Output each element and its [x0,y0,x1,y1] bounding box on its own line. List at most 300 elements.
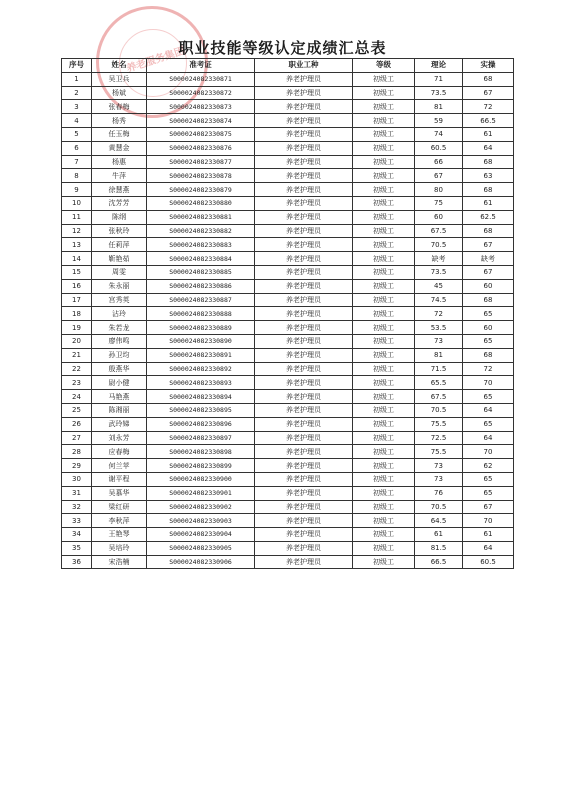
cell-occupation: 养老护理员 [255,196,353,210]
cell-ticket-number: S000024082330875 [147,127,255,141]
cell-index: 36 [62,555,92,569]
cell-level: 初级工 [353,541,415,555]
header-ticket-number: 准考证 [147,59,255,73]
cell-ticket-number: S000024082330903 [147,514,255,528]
cell-level: 初级工 [353,348,415,362]
cell-theory: 64.5 [415,514,463,528]
cell-name: 尉小健 [92,376,147,390]
cell-occupation: 养老护理员 [255,459,353,473]
table-row [62,114,514,128]
table-row [62,431,514,445]
table-row [62,348,514,362]
cell-occupation: 养老护理员 [255,210,353,224]
table-row [62,279,514,293]
cell-name: 任玉梅 [92,127,147,141]
cell-index: 18 [62,307,92,321]
cell-ticket-number: S000024082330887 [147,293,255,307]
cell-index: 19 [62,321,92,335]
cell-ticket-number: S000024082330898 [147,445,255,459]
cell-theory: 67 [415,169,463,183]
cell-occupation: 养老护理员 [255,403,353,417]
cell-level: 初级工 [353,445,415,459]
cell-practical: 70 [463,514,514,528]
table-row [62,210,514,224]
cell-name: 王艳琴 [92,528,147,542]
cell-practical: 65 [463,417,514,431]
cell-occupation: 养老护理员 [255,528,353,542]
cell-name: 杨惠 [92,155,147,169]
cell-practical: 64 [463,431,514,445]
cell-name: 马艳燕 [92,390,147,404]
cell-name: 牛萍 [92,169,147,183]
header-level: 等级 [353,59,415,73]
cell-ticket-number: S000024082330900 [147,472,255,486]
cell-ticket-number: S000024082330881 [147,210,255,224]
cell-occupation: 养老护理员 [255,362,353,376]
table-row [62,127,514,141]
cell-practical: 61 [463,528,514,542]
cell-ticket-number: S000024082330886 [147,279,255,293]
cell-practical: 67 [463,86,514,100]
cell-occupation: 养老护理员 [255,445,353,459]
cell-theory: 70.5 [415,238,463,252]
cell-level: 初级工 [353,238,415,252]
cell-level: 初级工 [353,196,415,210]
table-row [62,155,514,169]
cell-theory: 72.5 [415,431,463,445]
cell-level: 初级工 [353,183,415,197]
cell-practical: 67 [463,500,514,514]
cell-theory: 73 [415,459,463,473]
cell-level: 初级工 [353,72,415,86]
cell-name: 周雯 [92,265,147,279]
cell-name: 张春梅 [92,100,147,114]
cell-name: 孙卫均 [92,348,147,362]
cell-practical: 61 [463,127,514,141]
cell-ticket-number: S000024082330885 [147,265,255,279]
cell-theory: 71 [415,72,463,86]
cell-theory: 72 [415,307,463,321]
cell-level: 初级工 [353,362,415,376]
cell-level: 初级工 [353,528,415,542]
table-row [62,390,514,404]
cell-name: 梁红研 [92,500,147,514]
cell-ticket-number: S000024082330904 [147,528,255,542]
cell-practical: 72 [463,100,514,114]
cell-level: 初级工 [353,169,415,183]
table-row [62,445,514,459]
cell-occupation: 养老护理员 [255,169,353,183]
cell-index: 33 [62,514,92,528]
cell-ticket-number: S000024082330893 [147,376,255,390]
cell-index: 28 [62,445,92,459]
cell-practical: 65 [463,390,514,404]
cell-occupation: 养老护理员 [255,321,353,335]
cell-index: 5 [62,127,92,141]
cell-ticket-number: S000024082330882 [147,224,255,238]
table-row [62,541,514,555]
cell-ticket-number: S000024082330877 [147,155,255,169]
cell-name: 杨秀 [92,114,147,128]
cell-index: 27 [62,431,92,445]
header-name: 姓名 [92,59,147,73]
cell-level: 初级工 [353,210,415,224]
cell-occupation: 养老护理员 [255,72,353,86]
cell-occupation: 养老护理员 [255,472,353,486]
cell-ticket-number: S000024082330884 [147,252,255,266]
cell-index: 23 [62,376,92,390]
cell-ticket-number: S000024082330906 [147,555,255,569]
cell-occupation: 养老护理员 [255,238,353,252]
cell-level: 初级工 [353,486,415,500]
cell-level: 初级工 [353,376,415,390]
cell-practical: 65 [463,472,514,486]
cell-occupation: 养老护理员 [255,141,353,155]
cell-practical: 缺考 [463,252,514,266]
cell-occupation: 养老护理员 [255,541,353,555]
cell-theory: 61 [415,528,463,542]
table-row [62,169,514,183]
cell-ticket-number: S000024082330876 [147,141,255,155]
cell-occupation: 养老护理员 [255,252,353,266]
cell-practical: 68 [463,348,514,362]
cell-theory: 67.5 [415,224,463,238]
cell-ticket-number: S000024082330896 [147,417,255,431]
cell-practical: 66.5 [463,114,514,128]
cell-practical: 64 [463,141,514,155]
cell-name: 殷燕华 [92,362,147,376]
table-row [62,72,514,86]
cell-index: 29 [62,459,92,473]
cell-index: 31 [62,486,92,500]
seal-text: 养老服务集团 [125,45,186,75]
table-row [62,141,514,155]
cell-index: 22 [62,362,92,376]
cell-practical: 64 [463,403,514,417]
cell-index: 1 [62,72,92,86]
cell-theory: 80 [415,183,463,197]
cell-occupation: 养老护理员 [255,334,353,348]
cell-occupation: 养老护理员 [255,390,353,404]
cell-ticket-number: S000024082330890 [147,334,255,348]
cell-level: 初级工 [353,417,415,431]
cell-name: 朱若龙 [92,321,147,335]
cell-practical: 68 [463,293,514,307]
cell-theory: 73.5 [415,265,463,279]
cell-theory: 73 [415,334,463,348]
table-row [62,514,514,528]
score-table [61,58,514,569]
cell-theory: 74 [415,127,463,141]
cell-level: 初级工 [353,86,415,100]
table-row [62,265,514,279]
table-row [62,555,514,569]
cell-name: 陈湘丽 [92,403,147,417]
cell-level: 初级工 [353,114,415,128]
table-body [62,72,514,569]
cell-index: 14 [62,252,92,266]
cell-ticket-number: S000024082330879 [147,183,255,197]
cell-theory: 81 [415,100,463,114]
cell-ticket-number: S000024082330883 [147,238,255,252]
cell-occupation: 养老护理员 [255,86,353,100]
cell-occupation: 养老护理员 [255,486,353,500]
cell-occupation: 养老护理员 [255,279,353,293]
cell-ticket-number: S000024082330891 [147,348,255,362]
cell-theory: 53.5 [415,321,463,335]
cell-practical: 68 [463,183,514,197]
cell-index: 32 [62,500,92,514]
table-row [62,183,514,197]
cell-level: 初级工 [353,403,415,417]
cell-practical: 67 [463,265,514,279]
cell-ticket-number: S000024082330872 [147,86,255,100]
cell-occupation: 养老护理员 [255,293,353,307]
header-practical: 实操 [463,59,514,73]
cell-ticket-number: S000024082330880 [147,196,255,210]
cell-index: 6 [62,141,92,155]
cell-practical: 65 [463,334,514,348]
header-occupation: 职业工种 [255,59,353,73]
cell-practical: 70 [463,445,514,459]
cell-index: 30 [62,472,92,486]
cell-theory: 81.5 [415,541,463,555]
cell-name: 沈芳芳 [92,196,147,210]
cell-occupation: 养老护理员 [255,307,353,321]
table-row [62,293,514,307]
cell-ticket-number: S000024082330895 [147,403,255,417]
cell-name: 张秋玲 [92,224,147,238]
cell-level: 初级工 [353,334,415,348]
header-theory: 理论 [415,59,463,73]
cell-index: 4 [62,114,92,128]
cell-practical: 68 [463,155,514,169]
cell-level: 初级工 [353,321,415,335]
cell-name: 刘永芳 [92,431,147,445]
cell-index: 16 [62,279,92,293]
cell-level: 初级工 [353,293,415,307]
cell-ticket-number: S000024082330899 [147,459,255,473]
cell-level: 初级工 [353,431,415,445]
cell-name: 靳艳茹 [92,252,147,266]
cell-theory: 73.5 [415,86,463,100]
cell-name: 谢平程 [92,472,147,486]
cell-practical: 63 [463,169,514,183]
cell-occupation: 养老护理员 [255,127,353,141]
cell-level: 初级工 [353,390,415,404]
cell-ticket-number: S000024082330871 [147,72,255,86]
cell-theory: 60 [415,210,463,224]
cell-ticket-number: S000024082330894 [147,390,255,404]
table-row [62,334,514,348]
cell-occupation: 养老护理员 [255,265,353,279]
cell-index: 34 [62,528,92,542]
cell-practical: 62 [463,459,514,473]
cell-theory: 75.5 [415,445,463,459]
cell-theory: 60.5 [415,141,463,155]
cell-level: 初级工 [353,127,415,141]
table-row [62,238,514,252]
cell-index: 15 [62,265,92,279]
table-row [62,362,514,376]
cell-practical: 65 [463,307,514,321]
table-row [62,459,514,473]
cell-name: 吴卫兵 [92,72,147,86]
cell-practical: 67 [463,238,514,252]
cell-theory: 71.5 [415,362,463,376]
cell-theory: 缺考 [415,252,463,266]
cell-theory: 65.5 [415,376,463,390]
cell-name: 吴培玲 [92,541,147,555]
cell-practical: 60 [463,279,514,293]
cell-level: 初级工 [353,555,415,569]
cell-name: 何兰苹 [92,459,147,473]
cell-name: 沾玲 [92,307,147,321]
cell-level: 初级工 [353,500,415,514]
cell-level: 初级工 [353,472,415,486]
cell-practical: 60.5 [463,555,514,569]
cell-practical: 65 [463,486,514,500]
cell-index: 8 [62,169,92,183]
cell-index: 26 [62,417,92,431]
cell-ticket-number: S000024082330897 [147,431,255,445]
table-row [62,417,514,431]
table-row [62,528,514,542]
cell-ticket-number: S000024082330874 [147,114,255,128]
cell-name: 李秋萍 [92,514,147,528]
cell-index: 3 [62,100,92,114]
cell-ticket-number: S000024082330901 [147,486,255,500]
table-row [62,307,514,321]
cell-ticket-number: S000024082330902 [147,500,255,514]
cell-index: 9 [62,183,92,197]
cell-occupation: 养老护理员 [255,514,353,528]
table-row [62,252,514,266]
cell-occupation: 养老护理员 [255,555,353,569]
cell-theory: 75.5 [415,417,463,431]
cell-index: 13 [62,238,92,252]
table-row [62,196,514,210]
table-row [62,100,514,114]
cell-theory: 75 [415,196,463,210]
cell-level: 初级工 [353,224,415,238]
cell-name: 黄慧金 [92,141,147,155]
cell-theory: 74.5 [415,293,463,307]
cell-name: 杨斌 [92,86,147,100]
cell-name: 廖伟鸣 [92,334,147,348]
page-title: 职业技能等级认定成绩汇总表 [178,39,387,57]
cell-name: 任莉萍 [92,238,147,252]
cell-index: 2 [62,86,92,100]
cell-occupation: 养老护理员 [255,348,353,362]
cell-level: 初级工 [353,279,415,293]
cell-name: 武玲娣 [92,417,147,431]
cell-theory: 73 [415,472,463,486]
cell-ticket-number: S000024082330888 [147,307,255,321]
cell-index: 24 [62,390,92,404]
table-header-row [62,59,514,73]
cell-practical: 62.5 [463,210,514,224]
cell-practical: 60 [463,321,514,335]
cell-theory: 67.5 [415,390,463,404]
table-row [62,486,514,500]
table-row [62,403,514,417]
cell-theory: 81 [415,348,463,362]
table-row [62,472,514,486]
cell-name: 宫秀英 [92,293,147,307]
cell-name: 陈纲 [92,210,147,224]
table-row [62,500,514,514]
cell-level: 初级工 [353,307,415,321]
cell-occupation: 养老护理员 [255,100,353,114]
table-row [62,321,514,335]
cell-level: 初级工 [353,141,415,155]
cell-occupation: 养老护理员 [255,155,353,169]
cell-practical: 64 [463,541,514,555]
cell-ticket-number: S000024082330889 [147,321,255,335]
cell-practical: 68 [463,72,514,86]
cell-index: 35 [62,541,92,555]
cell-name: 应春梅 [92,445,147,459]
table-row [62,86,514,100]
cell-occupation: 养老护理员 [255,417,353,431]
cell-occupation: 养老护理员 [255,500,353,514]
cell-practical: 61 [463,196,514,210]
cell-level: 初级工 [353,459,415,473]
cell-name: 宋浩楠 [92,555,147,569]
table-row [62,376,514,390]
cell-index: 20 [62,334,92,348]
cell-level: 初级工 [353,514,415,528]
cell-index: 25 [62,403,92,417]
cell-level: 初级工 [353,155,415,169]
cell-occupation: 养老护理员 [255,224,353,238]
cell-theory: 70.5 [415,500,463,514]
cell-occupation: 养老护理员 [255,376,353,390]
cell-occupation: 养老护理员 [255,114,353,128]
cell-index: 7 [62,155,92,169]
cell-theory: 70.5 [415,403,463,417]
header-index: 序号 [62,59,92,73]
cell-name: 吴慕华 [92,486,147,500]
cell-occupation: 养老护理员 [255,183,353,197]
cell-theory: 66.5 [415,555,463,569]
cell-theory: 45 [415,279,463,293]
cell-index: 21 [62,348,92,362]
cell-ticket-number: S000024082330905 [147,541,255,555]
cell-practical: 72 [463,362,514,376]
cell-practical: 68 [463,224,514,238]
cell-theory: 59 [415,114,463,128]
cell-ticket-number: S000024082330878 [147,169,255,183]
cell-index: 12 [62,224,92,238]
cell-index: 11 [62,210,92,224]
cell-level: 初级工 [353,252,415,266]
cell-occupation: 养老护理员 [255,431,353,445]
cell-name: 朱永丽 [92,279,147,293]
cell-theory: 76 [415,486,463,500]
cell-ticket-number: S000024082330892 [147,362,255,376]
cell-index: 17 [62,293,92,307]
cell-index: 10 [62,196,92,210]
cell-ticket-number: S000024082330873 [147,100,255,114]
cell-level: 初级工 [353,265,415,279]
cell-level: 初级工 [353,100,415,114]
cell-name: 徐慧燕 [92,183,147,197]
table-row [62,224,514,238]
cell-practical: 70 [463,376,514,390]
cell-theory: 66 [415,155,463,169]
